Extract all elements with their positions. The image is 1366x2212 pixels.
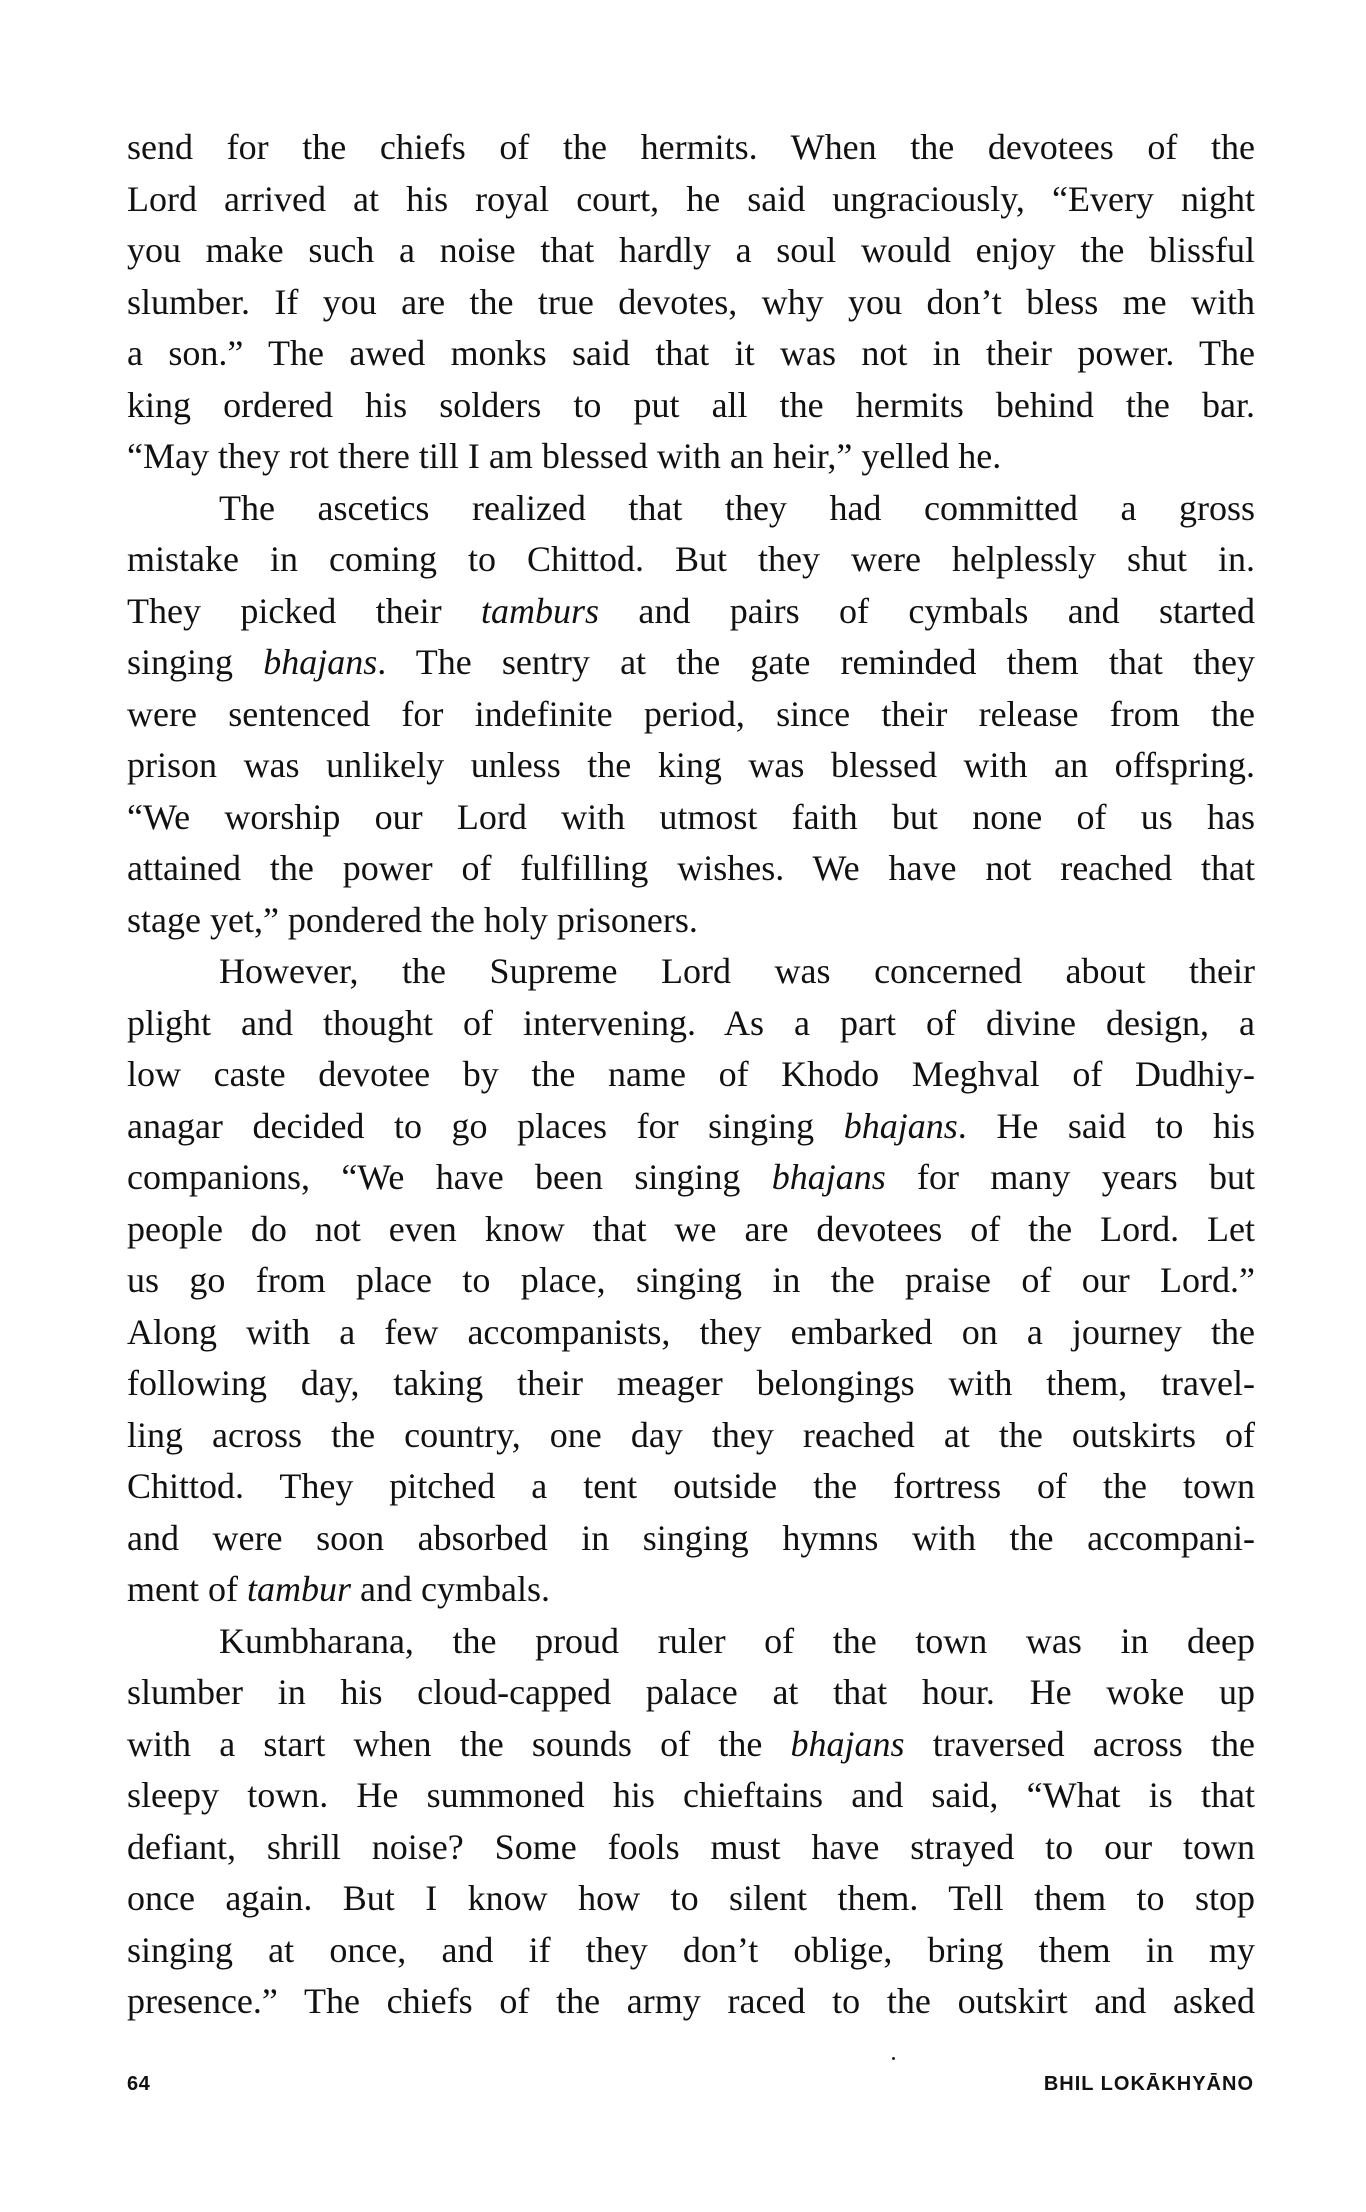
text-line: defiant, shrill noise? Some fools must have strayed to our town <box>127 1826 1255 1867</box>
text-line: “We worship our Lord with utmost faith but none of us has <box>127 796 1255 837</box>
text-line: They picked their tamburs and pairs of cymbals and started <box>127 590 1255 631</box>
text-line: send for the chiefs of the hermits. When the devotees of the <box>127 127 1255 167</box>
text-line: were sentenced for indefinite period, since their release from the <box>127 693 1255 734</box>
text-line: singing bhajans. The sentry at the gate reminded them that they <box>127 642 1255 682</box>
text-line: and were soon absorbed in singing hymns with the accompani- <box>127 1517 1255 1558</box>
text-line: slumber in his cloud-capped palace at that hour. He woke up <box>127 1672 1255 1712</box>
text-line: stage yet,” pondered the holy prisoners. <box>127 899 698 940</box>
text-line: slumber. If you are the true devotes, why you don’t bless me with <box>127 281 1255 322</box>
text-line: ling across the country, one day they reached at the outskirts of <box>127 1414 1255 1455</box>
text-line: king ordered his solders to put all the hermits behind the bar. <box>127 384 1255 425</box>
text-line: companions, “We have been singing bhajans for many years but <box>127 1157 1255 1197</box>
text-line: presence.” The chiefs of the army raced to the outskirt and asked <box>127 1981 1255 2021</box>
text-line: anagar decided to go places for singing bhajans. He said to his <box>127 1105 1255 1146</box>
text-line: However, the Supreme Lord was concerned about their <box>219 951 1255 991</box>
text-line: you make such a noise that hardly a soul would enjoy the blissful <box>127 230 1255 270</box>
text-line: people do not even know that we are devotees of the Lord. Let <box>127 1208 1255 1249</box>
italic-term: bhajans <box>771 1157 886 1197</box>
body-text <box>127 122 1255 2028</box>
italic-term: bhajans <box>263 642 378 682</box>
text-line: low caste devotee by the name of Khodo Meghval of Dudhiy- <box>127 1054 1255 1094</box>
text-line: a son.” The awed monks said that it was not in their power. The <box>127 333 1255 373</box>
text-line: Chittod. They pitched a tent outside the fortress of the town <box>127 1466 1255 1506</box>
text-line: Along with a few accompanists, they embarked on a journey the <box>127 1311 1255 1352</box>
italic-term: bhajans <box>790 1723 905 1764</box>
text-line: The ascetics realized that they had committed a gross <box>219 487 1255 528</box>
text-line: mistake in coming to Chittod. But they were helplessly shut in. <box>127 539 1255 579</box>
text-line: prison was unlikely unless the king was blessed with an offspring. <box>127 745 1255 785</box>
italic-term: bhajans <box>843 1105 958 1146</box>
italic-term: tambur <box>246 1569 351 1609</box>
print-speck <box>892 2057 895 2060</box>
text-line: following day, taking their meager belongings with them, travel- <box>127 1363 1255 1403</box>
text-line: attained the power of fulfilling wishes. We have not reached that <box>127 848 1255 888</box>
text-line: “May they rot there till I am blessed with an heir,” yelled he. <box>127 436 1002 476</box>
text-line: Kumbharana, the proud ruler of the town was in deep <box>219 1620 1255 1661</box>
text-line: us go from place to place, singing in the praise of our Lord.” <box>127 1260 1255 1300</box>
running-title: BHIL LOKĀKHYĀNO <box>1043 2073 1254 2095</box>
text-line: Lord arrived at his royal court, he said ungraciously, “Every night <box>127 178 1255 219</box>
text-line: with a start when the sounds of the bhajans traversed across the <box>127 1723 1255 1764</box>
italic-term: tamburs <box>480 590 599 631</box>
text-line: sleepy town. He summoned his chieftains and said, “What is that <box>127 1775 1255 1815</box>
page-number: 64 <box>127 2073 151 2095</box>
text-line: once again. But I know how to silent them. Tell them to stop <box>127 1878 1255 1918</box>
text-line: ment of tambur and cymbals. <box>127 1569 550 1609</box>
text-line: plight and thought of intervening. As a part of divine design, a <box>127 1002 1255 1043</box>
text-line: singing at once, and if they don’t oblige, bring them in my <box>127 1929 1255 1970</box>
